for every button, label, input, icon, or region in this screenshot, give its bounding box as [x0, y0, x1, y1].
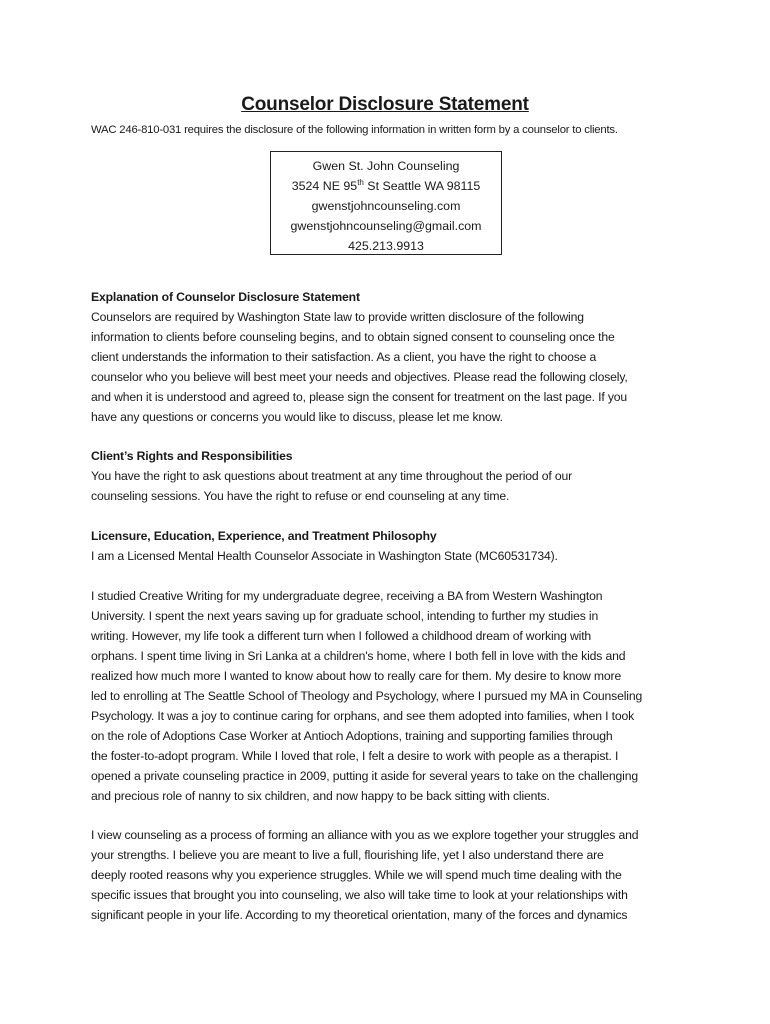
practice-name: Gwen St. John Counseling: [312, 159, 460, 173]
paragraph-line: University. I spent the next years saving up for graduate school, intending to further my studies in: [91, 609, 599, 623]
paragraph-line: opened a private counseling practice in 2009, putting it aside for several years to take on the challenging: [91, 769, 638, 783]
paragraph-line: deeply rooted reasons why you experience struggles. While we will spend much time dealing with the: [91, 868, 622, 882]
paragraph-line: You have the right to ask questions about treatment at any time throughout the period of our: [91, 469, 573, 483]
paragraph-line: information to clients before counseling begins, and to obtain signed consent to counseling once the: [91, 330, 615, 344]
practice-website: gwenstjohncounseling.com: [311, 199, 461, 213]
section-heading: Licensure, Education, Experience, and Treatment Philosophy: [91, 529, 437, 543]
paragraph-line: counseling sessions. You have the right to refuse or end counseling at any time.: [91, 489, 510, 503]
paragraph-line: client understands the information to their satisfaction. As a client, you have the right to choose a: [91, 350, 597, 364]
paragraph-line: specific issues that brought you into counseling, we also will take time to look at your relationships with: [91, 888, 628, 902]
paragraph-line: orphans. I spent time living in Sri Lanka at a children's home, where I both fell in love with the kids and: [91, 649, 626, 663]
practice-email: gwenstjohncounseling@gmail.com: [290, 219, 482, 233]
paragraph-background: [91, 586, 691, 806]
paragraph-line: and when it is understood and agreed to, please sign the consent for treatment on the last page. If you: [91, 390, 628, 404]
paragraph-line: I view counseling as a process of forming an alliance with you as we explore together your struggles and: [91, 828, 639, 842]
paragraph-line: Psychology. It was a joy to continue caring for orphans, and see them adopted into families, when I took: [91, 709, 635, 723]
paragraph-line: your strengths. I believe you are meant to live a full, flourishing life, yet I also understand there are: [91, 848, 604, 862]
practice-phone: 425.213.9913: [348, 239, 424, 253]
paragraph-line: I studied Creative Writing for my undergraduate degree, receiving a BA from Western Washington: [91, 589, 603, 603]
paragraph-line: I am a Licensed Mental Health Counselor Associate in Washington State (MC60531734).: [91, 549, 558, 563]
paragraph-line: writing. However, my life took a different turn when I followed a childhood dream of working with: [91, 629, 592, 643]
section-heading: Explanation of Counselor Disclosure Statement: [91, 290, 360, 304]
paragraph-line: the foster-to-adopt program. While I loved that role, I felt a desire to work with people as a therapist. I: [91, 749, 619, 763]
paragraph-philosophy: [91, 825, 691, 925]
paragraph-line: Counselors are required by Washington State law to provide written disclosure of the following: [91, 310, 584, 324]
section-heading: Client’s Rights and Responsibilities: [91, 449, 293, 463]
paragraph-line: have any questions or concerns you would like to discuss, please let me know.: [91, 410, 503, 424]
document-title: Counselor Disclosure Statement: [241, 94, 529, 115]
paragraph-line: led to enrolling at The Seattle School of Theology and Psychology, where I pursued my MA in Counseling: [91, 689, 643, 703]
paragraph-line: on the role of Adoptions Case Worker at Antioch Adoptions, training and supporting families through: [91, 729, 613, 743]
section-explanation: [91, 287, 691, 427]
practice-address: 3524 NE 95th St Seattle WA 98115: [291, 178, 481, 193]
intro-text: WAC 246-810-031 requires the disclosure of the following information in written form by a counselor to clients.: [91, 124, 618, 136]
contact-box: [270, 151, 502, 255]
paragraph-line: counselor who you believe will best meet your needs and objectives. Please read the following closely,: [91, 370, 628, 384]
section-client-rights: [91, 446, 691, 506]
section-licensure: [91, 526, 691, 566]
paragraph-line: significant people in your life. According to my theoretical orientation, many of the forces and dynamics: [91, 908, 628, 922]
paragraph-line: and precious role of nanny to six children, and now happy to be back sitting with clients.: [91, 789, 550, 803]
paragraph-line: realized how much more I wanted to know about how to really care for them. My desire to know more: [91, 669, 622, 683]
